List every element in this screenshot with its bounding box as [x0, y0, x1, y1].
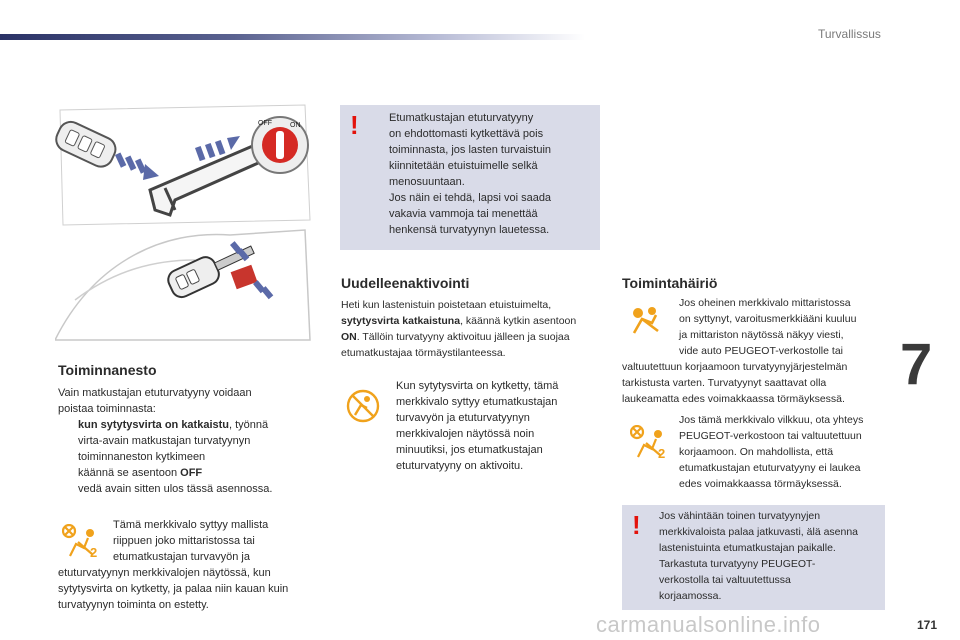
deactivation-lamp-text-a: Tämä merkkivalo syttyy mallista riippuen joko mittaristossa tai etumatkustajan turvavyön ja: [113, 519, 269, 563]
malfunction-p1-full: valtuutettuun korjaamoon turvatyynyjärjestelmän tarkistusta varten. Turvatyynyt saattavat olla laukeamatta edes voimakkaassa törmäyksessä.: [622, 361, 848, 405]
chapter-number: 7: [900, 332, 933, 397]
svg-text:2: 2: [658, 446, 666, 461]
deactivation-lamp-text-b: etuturvatyynyn merkkivalojen näytössä, kun sytytysvirta on kytketty, ja palaa niin kauan kuin turvatyynyn toiminta on estetty.: [58, 567, 289, 611]
header-bar: [0, 34, 585, 40]
deactivation-text: Vain matkustajan etuturvatyyny voidaan poistaa toiminnasta: kun sytytysvirta on katkaistu, työnnä virta-avain matkustajan turvatyynyn toiminnaneston kytkimeen käännä se asentoon OFF vedä avain sitten ulos tässä asennossa.: [58, 385, 323, 497]
svg-text:2: 2: [90, 545, 98, 560]
deactivation-heading: Toiminnanesto: [58, 362, 157, 378]
reactivation-lamp-text: Kun sytytysvirta on kytketty, tämä merkkivalo syttyy etumatkustajan turvavyön ja etuturvatyynyn merkkivalojen näytössä noin minuutiksi, jos etumatkustajan etuturvatyyny on aktivoitu.: [396, 380, 559, 472]
page-number: 171: [917, 618, 938, 632]
airbag-switch-illustration: [55, 100, 315, 345]
malfunction-p1-indented: Jos oheinen merkkivalo mittaristossa on syttynyt, varoitusmerkkiääni kuuluu ja mittariston näytössä näkyy viesti, vide auto PEUGEOT-verkostolle tai: [679, 297, 857, 357]
reactivation-text: Heti kun lastenistuin poistetaan etuistuimelta, sytytysvirta katkaistuna, käännä kytkin asentoon ON. Tällöin turvatyyny aktivoituu jälleen ja suojaa etumatkustajaa törmäystilanteessa.: [341, 299, 577, 359]
malfunction-heading: Toimintahäiriö: [622, 275, 718, 291]
malfunction-p2: Jos tämä merkkivalo vilkkuu, ota yhteys PEUGEOT-verkostoon tai valtuutettuun korjaamoon. On mahdollista, että etumatkustajan etuturvatyyny ei laukea edes voimakkaassa törmäyksessä.: [679, 414, 864, 490]
warning-icon: !: [350, 110, 359, 140]
svg-text:OFF: OFF: [258, 120, 272, 127]
svg-text:ON: ON: [290, 122, 301, 129]
intro-line: poistaa toiminnasta:: [58, 403, 156, 415]
step-2: käännä se asentoon OFF: [78, 467, 203, 479]
warning-top-text: Etumatkustajan etuturvatyyny on ehdottomasti kytkettävä pois toiminnasta, jos lasten turvaistuin kiinnitetään etuistuimelle selkä menosuuntaan. Jos näin ei tehdä, lapsi voi saada vakavia vammoja tai menettää henkensä turvatyynyn lauetessa.: [389, 112, 552, 236]
step-3: vedä avain sitten ulos tässä asennossa.: [78, 483, 273, 495]
airbag-off-icon: [345, 388, 381, 429]
warning-bottom-text: Jos vähintään toinen turvatyynyjen merkkivaloista palaa jatkuvasti, älä asenna lastenistuinta etumatkustajan paikalle. Tarkastuta turvatyyny PEUGEOT- verkostolla tai valtuutettussa korjaamossa.: [659, 510, 859, 602]
warning-icon: !: [632, 510, 641, 540]
section-title: Turvallissus: [818, 27, 881, 41]
airbag-fault-icon: [628, 305, 664, 342]
seatbelt-airbag-icon: [630, 425, 670, 466]
intro-line: Vain matkustajan etuturvatyyny voidaan: [58, 387, 252, 399]
watermark: carmanualsonline.info: [596, 612, 821, 637]
step-1: kun sytytysvirta on katkaistu, työnnä: [78, 419, 269, 431]
seatbelt-airbag-icon: [62, 524, 102, 565]
reactivation-heading: Uudelleenaktivointi: [341, 275, 470, 291]
